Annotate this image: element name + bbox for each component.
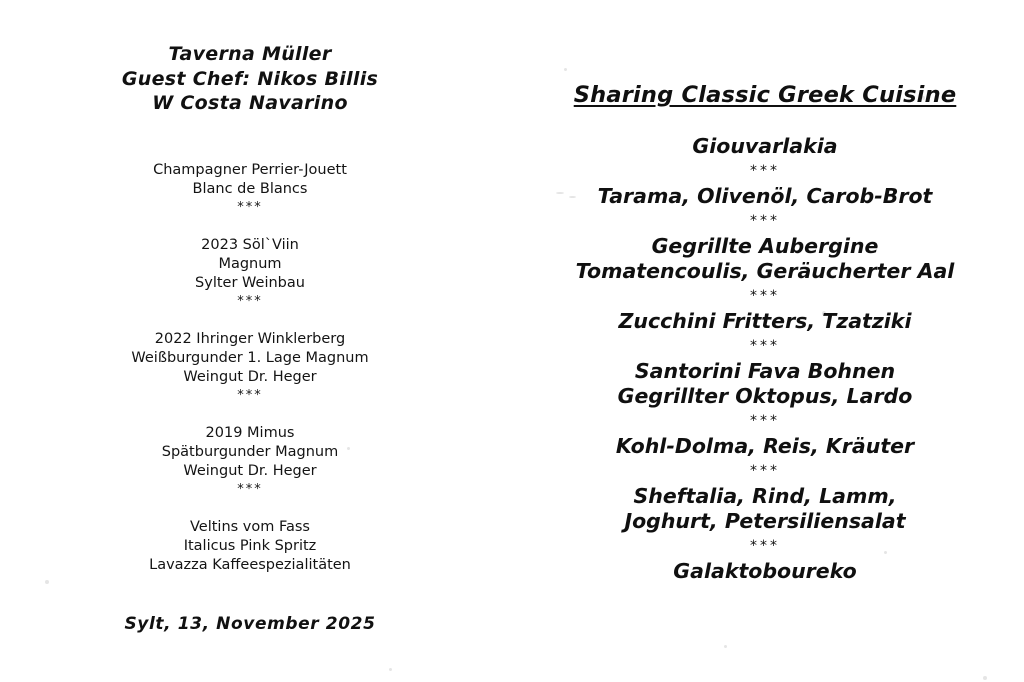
course-line: Joghurt, Petersiliensalat	[624, 509, 906, 533]
course-line: Gegrillter Oktopus, Lardo	[617, 384, 913, 408]
drink-line: Blanc de Blancs	[192, 180, 308, 197]
course-item	[560, 309, 970, 357]
drink-line: 2019 Mimus	[205, 424, 295, 441]
separator-stars: ***	[750, 413, 780, 429]
course-item	[560, 134, 970, 182]
drinks-list	[60, 161, 440, 575]
course-line: Galaktoboureko	[673, 559, 857, 583]
course-item	[560, 184, 970, 232]
event-date: Sylt, 13, November 2025	[124, 614, 376, 634]
header-line-3: W Costa Navarino	[152, 92, 348, 114]
restaurant-header	[60, 42, 440, 116]
separator-stars: ***	[237, 387, 263, 403]
course-line: Gegrillte Aubergine	[651, 234, 879, 258]
course-line: Santorini Fava Bohnen	[634, 359, 896, 383]
course-item	[560, 359, 970, 432]
course-line: Zucchini Fritters, Tzatziki	[618, 309, 912, 333]
paper-speck	[564, 68, 567, 71]
paper-speck	[389, 668, 392, 671]
drink-line: Italicus Pink Spritz	[183, 537, 317, 554]
paper-speck	[724, 645, 727, 648]
course-line: Tomatencoulis, Geräucherter Aal	[575, 259, 955, 283]
drink-item	[60, 236, 440, 310]
course-line: Sheftalia, Rind, Lamm,	[633, 484, 897, 508]
drink-line: 2023 Söl`Viin	[201, 236, 299, 253]
separator-stars: ***	[750, 213, 780, 229]
course-list	[560, 134, 970, 584]
drink-line: 2022 Ihringer Winklerberg	[154, 330, 346, 347]
drink-line: Veltins vom Fass	[189, 518, 310, 535]
right-column	[560, 82, 970, 584]
course-line: Tarama, Olivenöl, Carob-Brot	[597, 184, 933, 208]
course-line: Kohl-Dolma, Reis, Kräuter	[615, 434, 915, 458]
separator-stars: ***	[750, 163, 780, 179]
paper-speck	[983, 676, 987, 680]
drink-line: Lavazza Kaffeespezialitäten	[149, 556, 351, 573]
separator-stars: ***	[750, 288, 780, 304]
separator-stars: ***	[237, 199, 263, 215]
left-column	[60, 42, 440, 575]
separator-stars: ***	[750, 338, 780, 354]
drink-line: Champagner Perrier-Jouett	[153, 161, 347, 178]
separator-stars: ***	[750, 538, 780, 554]
menu-title: Sharing Classic Greek Cuisine	[573, 82, 957, 108]
drink-item	[60, 330, 440, 404]
drink-line: Weißburgunder 1. Lage Magnum	[131, 349, 369, 366]
course-item	[560, 484, 970, 557]
drink-item	[60, 424, 440, 498]
drink-line: Spätburgunder Magnum	[161, 443, 339, 460]
drink-item	[60, 161, 440, 216]
separator-stars: ***	[237, 481, 263, 497]
drink-line: Weingut Dr. Heger	[183, 368, 317, 385]
paper-speck	[45, 580, 49, 584]
header-line-1: Taverna Müller	[168, 43, 332, 65]
drink-line: Magnum	[218, 255, 282, 272]
separator-stars: ***	[237, 293, 263, 309]
course-item	[560, 559, 970, 584]
course-line: Giouvarlakia	[692, 134, 838, 158]
header-line-2: Guest Chef: Nikos Billis	[121, 67, 379, 90]
drink-line: Weingut Dr. Heger	[183, 462, 317, 479]
course-item	[560, 434, 970, 482]
course-item	[560, 234, 970, 307]
drink-line: Sylter Weinbau	[195, 274, 305, 291]
drink-item	[60, 518, 440, 575]
separator-stars: ***	[750, 463, 780, 479]
